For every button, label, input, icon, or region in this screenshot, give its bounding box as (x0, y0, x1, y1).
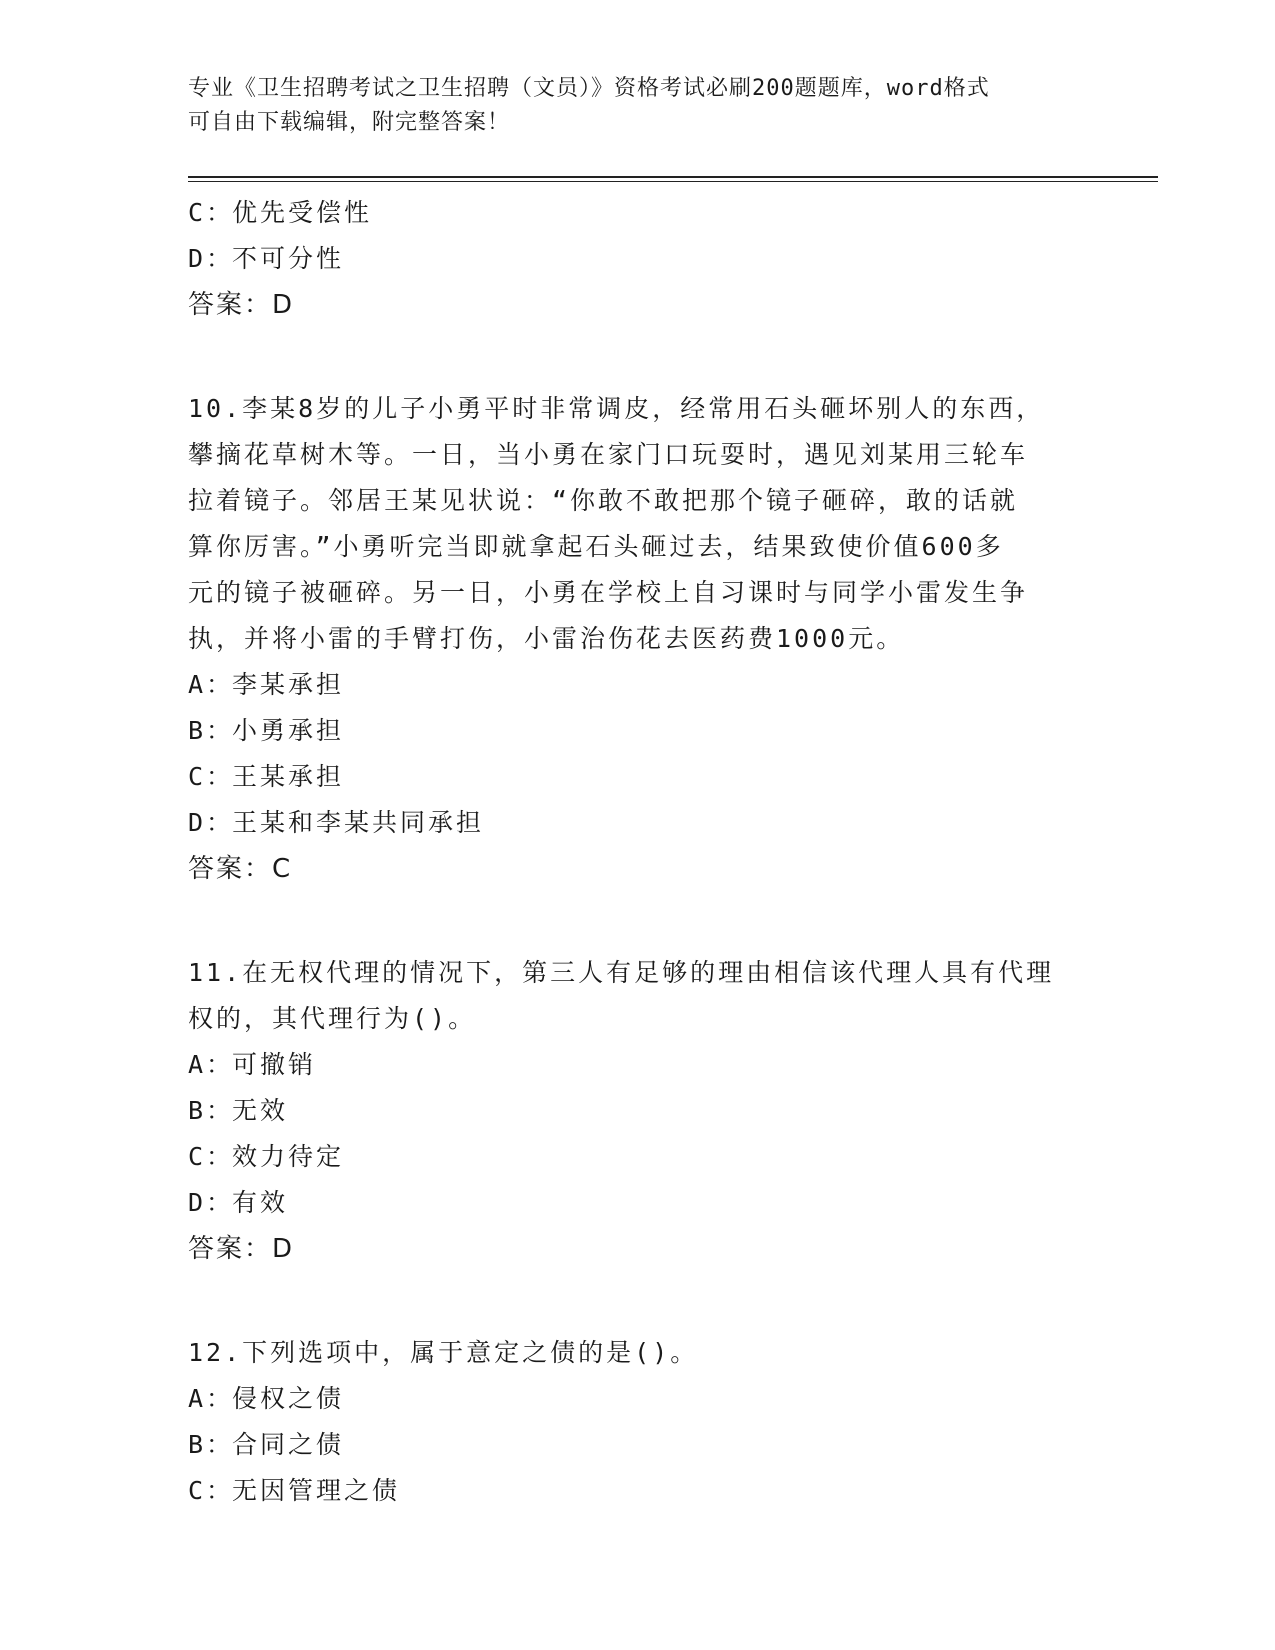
option-text: 不可分性 (232, 244, 345, 273)
question-text-line: 12.下列选项中，属于意定之债的是()。 (188, 1338, 699, 1367)
option-label: B： (188, 1430, 235, 1459)
option-label: D： (188, 244, 235, 273)
option-label: C： (188, 1476, 235, 1505)
option-text: 王某承担 (232, 762, 345, 791)
option-b (188, 1422, 1088, 1468)
option-label: B： (188, 1096, 235, 1125)
option-label: A： (188, 1050, 235, 1079)
option-d (188, 800, 1088, 846)
option-text: 小勇承担 (232, 716, 345, 745)
option-label: A： (188, 1384, 235, 1413)
question-text-line: 执，并将小雷的手臂打伤，小雷治伤花去医药费1000元。 (188, 624, 905, 653)
option-label: C： (188, 762, 235, 791)
option-text: 王某和李某共同承担 (232, 808, 485, 837)
option-label: C： (188, 198, 235, 227)
option-text: 李某承担 (232, 670, 345, 699)
option-text: 无效 (232, 1096, 289, 1125)
option-c (188, 190, 1088, 236)
answer-line: 答案：C (188, 854, 293, 884)
question-text-line: 权的，其代理行为()。 (188, 1004, 477, 1033)
option-c (188, 1134, 1088, 1180)
option-text: 可撤销 (232, 1050, 317, 1079)
option-label: D： (188, 1188, 235, 1217)
option-label: D： (188, 808, 235, 837)
header-line-1: 专业《卫生招聘考试之卫生招聘（文员）》资格考试必刷200题题库，word格式 (188, 76, 990, 101)
option-label: A： (188, 670, 235, 699)
question-list (188, 190, 1088, 1514)
question-text-line: 算你厉害。”小勇听完当即就拿起石头砸过去，结果致使价值600多 (188, 532, 1004, 561)
option-text: 效力待定 (232, 1142, 345, 1171)
document-header (188, 72, 1088, 140)
question-text-line: 拉着镜子。邻居王某见状说：“你敢不敢把那个镜子砸碎，敢的话就 (188, 486, 1019, 515)
question-text-line: 攀摘花草树木等。一日，当小勇在家门口玩耍时，遇见刘某用三轮车 (188, 440, 1029, 469)
option-label: B： (188, 716, 235, 745)
option-text: 有效 (232, 1188, 289, 1217)
header-divider (188, 176, 1158, 182)
option-a (188, 1376, 1088, 1422)
option-label: C： (188, 1142, 235, 1171)
option-a (188, 662, 1088, 708)
option-c (188, 754, 1088, 800)
question-10 (188, 386, 1088, 892)
option-d (188, 1180, 1088, 1226)
question-9 (188, 190, 1088, 328)
option-c (188, 1468, 1088, 1514)
question-text-line: 10.李某8岁的儿子小勇平时非常调皮，经常用石头砸坏别人的东西， (188, 394, 1045, 423)
option-b (188, 1088, 1088, 1134)
answer-line: 答案：D (188, 290, 295, 320)
option-d (188, 236, 1088, 282)
option-text: 合同之债 (232, 1430, 345, 1459)
question-text-line: 元的镜子被砸碎。另一日，小勇在学校上自习课时与同学小雷发生争 (188, 578, 1029, 607)
question-text-line: 11.在无权代理的情况下，第三人有足够的理由相信该代理人具有代理 (188, 958, 1055, 987)
question-11 (188, 950, 1088, 1272)
answer-line: 答案：D (188, 1234, 295, 1264)
option-a (188, 1042, 1088, 1088)
option-text: 无因管理之债 (232, 1476, 401, 1505)
header-line-2: 可自由下载编辑，附完整答案！ (188, 110, 511, 135)
question-12 (188, 1330, 1088, 1514)
option-text: 侵权之债 (232, 1384, 345, 1413)
option-b (188, 708, 1088, 754)
option-text: 优先受偿性 (232, 198, 373, 227)
